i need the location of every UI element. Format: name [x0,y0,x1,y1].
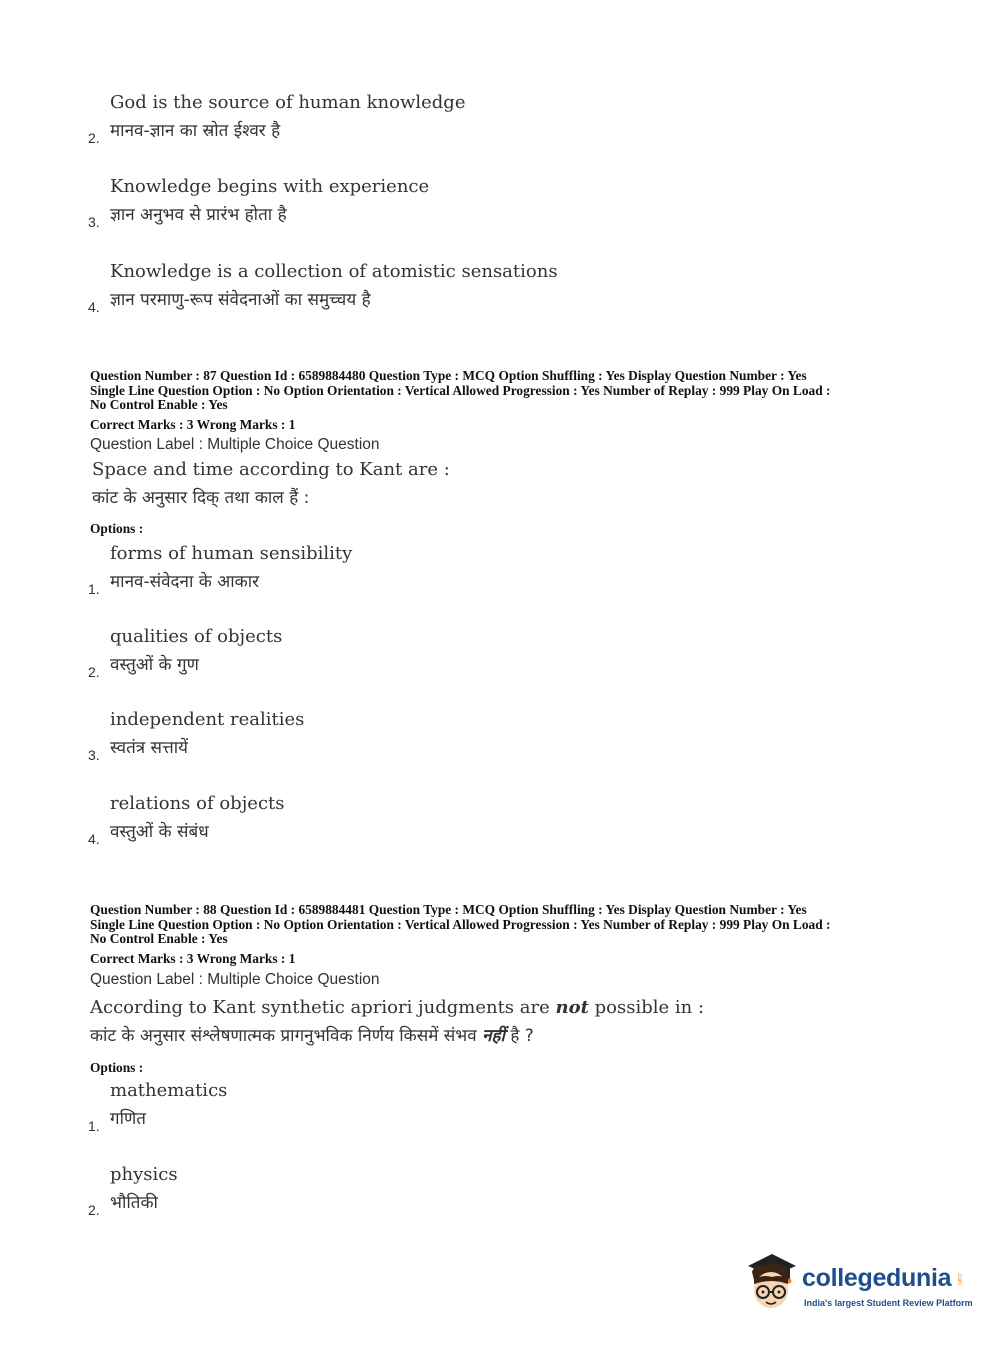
q88-question-label: Question Label : Multiple Choice Question [90,971,380,988]
option-text-hi: वस्तुओं के गुण [110,655,199,675]
option-number: 4. [88,299,100,315]
option-text-en: Knowledge begins with experience [110,176,430,197]
mascot-icon [742,1250,800,1314]
q87-question-label: Question Label : Multiple Choice Question [90,436,380,453]
option-text-hi: मानव-संवेदना के आकार [110,572,260,592]
option-text-hi: ज्ञान परमाणु-रूप संवेदनाओं का समुच्चय है [110,290,371,310]
q87-metadata [90,369,920,413]
option-text-en: relations of objects [110,793,285,814]
meta-line: No Control Enable : Yes [90,397,228,412]
option-text-hi: गणित [110,1109,146,1129]
question-emphasis: नहीं [482,1026,505,1046]
q88-question-en [90,997,704,1018]
question-emphasis: not [555,997,589,1018]
q88-question-hi [90,1023,534,1046]
option-text-en: forms of human sensibility [110,543,353,564]
q88-options-label: Options : [90,1060,144,1075]
q87-options-label: Options : [90,521,144,536]
q88-metadata [90,903,920,947]
q87-marks: Correct Marks : 3 Wrong Marks : 1 [90,417,296,432]
option-text-en: qualities of objects [110,626,283,647]
option-text-en: independent realities [110,709,305,730]
meta-line: Single Line Question Option : No Option Orientation : Vertical Allowed Progression : Yes Number of Replay : 999 Play On Load : [90,382,831,398]
question-text: है ? [504,1026,534,1046]
option-number: 4. [88,831,100,847]
collegedunia-logo [742,1250,982,1316]
option-text-hi: भौतिकी [110,1193,158,1213]
logo-tagline: India's largest Student Review Platform [804,1298,973,1308]
question-text: According to Kant synthetic apriori judgments are [90,997,556,1018]
option-text-hi: वस्तुओं के संबंध [110,822,209,842]
option-text-hi: मानव-ज्ञान का स्रोत ईश्वर है [110,121,281,141]
meta-line: Question Number : 88 Question Id : 6589884481 Question Type : MCQ Option Shuffling : Yes Display Question Number : Yes [90,902,807,917]
option-number: 2. [88,664,100,680]
q87-question-en: Space and time according to Kant are : [92,459,450,480]
option-number: 3. [88,747,100,763]
option-text-en: Knowledge is a collection of atomistic sensations [110,261,558,282]
q87-question-hi: कांट के अनुसार दिक् तथा काल हैं : [92,488,310,508]
option-number: 1. [88,1118,100,1134]
q88-marks: Correct Marks : 3 Wrong Marks : 1 [90,951,296,966]
meta-line: No Control Enable : Yes [90,931,228,946]
option-text-en: physics [110,1164,178,1185]
logo-wordmark: collegedunia [802,1264,952,1292]
question-text: कांट के अनुसार संश्लेषणात्मक प्रागनुभविक निर्णय किसमें संभव [90,1026,483,1046]
meta-line: Question Number : 87 Question Id : 6589884480 Question Type : MCQ Option Shuffling : Yes Display Question Number : Yes [90,368,807,383]
option-number: 2. [88,130,100,146]
meta-line: Single Line Question Option : No Option Orientation : Vertical Allowed Progression : Yes Number of Replay : 999 Play On Load : [90,916,831,932]
option-text-hi: स्वतंत्र सत्तायें [110,738,189,758]
option-text-hi: ज्ञान अनुभव से प्रारंभ होता है [110,205,287,225]
option-number: 1. [88,581,100,597]
option-number: 3. [88,214,100,230]
logo-suffix: .com [956,1272,962,1286]
option-text-en: God is the source of human knowledge [110,92,466,113]
option-text-en: mathematics [110,1080,228,1101]
question-text: possible in : [588,997,705,1018]
option-number: 2. [88,1202,100,1218]
